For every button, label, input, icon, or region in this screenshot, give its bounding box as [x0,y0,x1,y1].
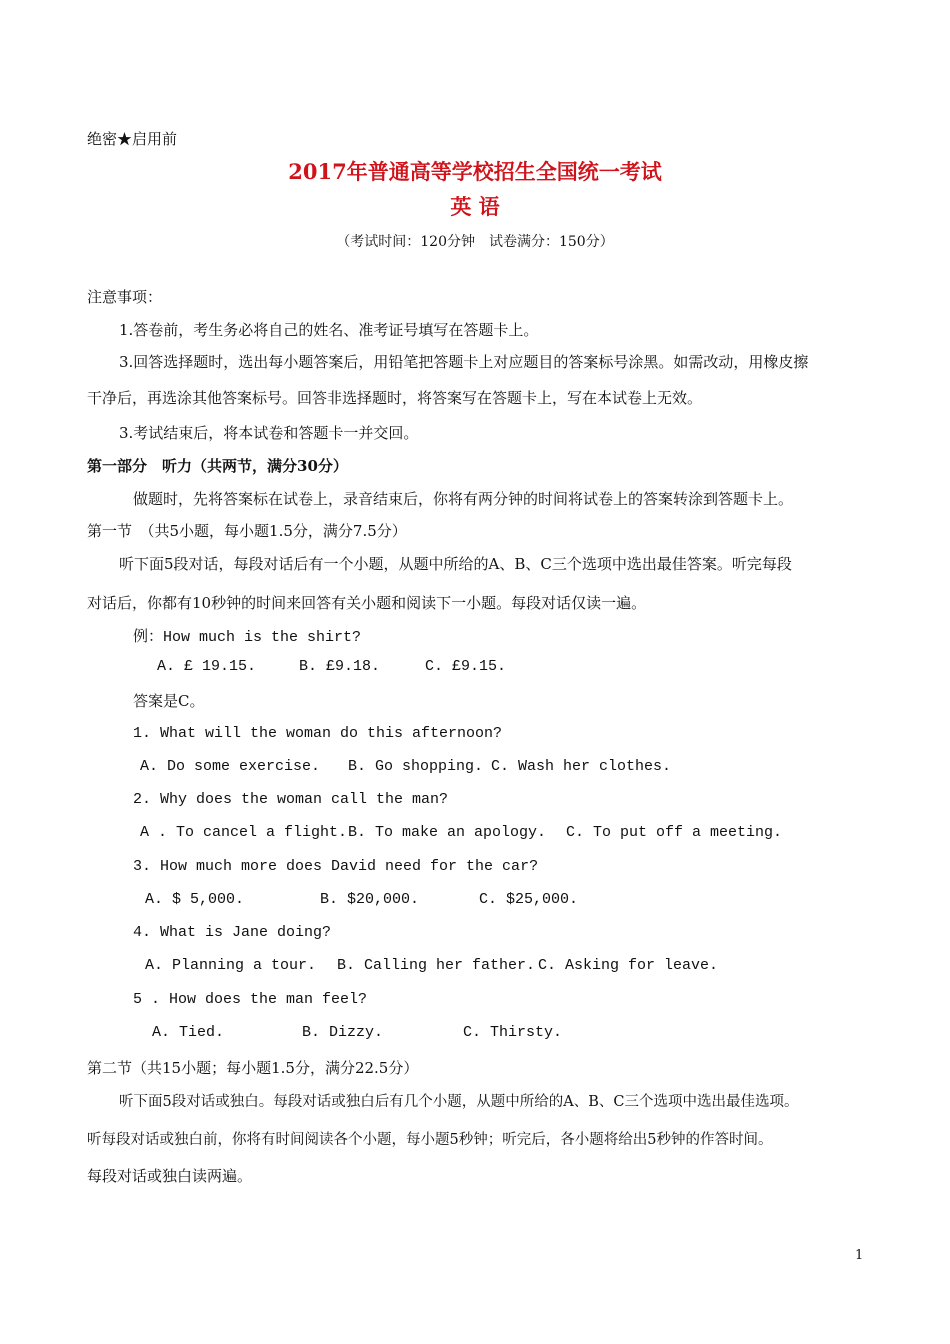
note-item-2-line-2: 干净后，再选涂其他答案标号。回答非选择题时，将答案写在答题卡上，写在本试卷上无效。 [87,389,703,407]
exam-title: 2017年普通高等学校招生全国统一考试 [288,159,662,184]
question-2-option-c: C. To put off a meeting. [566,824,783,841]
page-number: 1 [855,1248,864,1263]
question-3-option-a: A. $ 5,000. [145,891,245,908]
notes-heading: 注意事项： [87,288,163,306]
section2-instructions-line-2: 听每段对话或独白前，你将有时间阅读各个小题，每小题5秒钟；听完后，各小题将给出5秒钟的作答时间。 [87,1132,773,1148]
question-5-option-c: C. Thirsty. [463,1024,563,1041]
question-1-option-c: C. Wash her clothes. [491,758,672,775]
question-4-option-a: A. Planning a tour. [145,957,317,974]
note-item-2-line-1: 3.回答选择题时，选出每小题答案后，用铅笔把答题卡上对应题目的答案标号涂黑。如需改动，用橡皮擦 [119,353,809,371]
question-1-option-b: B. Go shopping. [348,758,484,775]
example-option-a: A. £ 19.15. [157,658,257,675]
exam-time-info: （考试时间：120分钟 试卷满分：150分） [336,234,614,250]
question-4-option-b: B. Calling her father. [337,957,536,974]
question-1-option-a: A. Do some exercise. [140,758,321,775]
subject-title: 英 语 [450,194,500,219]
question-5-option-b: B. Dizzy. [302,1024,384,1041]
question-2-option-a: A . To cancel a flight. [140,824,348,841]
question-5-option-a: A. Tied. [152,1024,225,1041]
section1-instructions-line-2: 对话后，你都有10秒钟的时间来回答有关小题和阅读下一小题。每段对话仅读一遍。 [87,594,647,612]
section2-instructions-line-1: 听下面5段对话或独白。每段对话或独白后有几个小题，从题中所给的A、B、C三个选项中选出最佳选项。 [119,1094,799,1110]
classification-label: 绝密★启用前 [87,130,178,148]
question-5: 5 . How does the man feel? [133,991,368,1008]
question-4: 4. What is Jane doing? [133,924,332,941]
question-2: 2. Why does the woman call the man? [133,791,449,808]
question-4-option-c: C. Asking for leave. [538,957,719,974]
example-question: 例：How much is the shirt? [133,629,362,646]
example-option-c: C. £9.15. [425,658,507,675]
question-1: 1. What will the woman do this afternoon? [133,725,503,742]
part1-instructions: 做题时，先将答案标在试卷上，录音结束后，你将有两分钟的时间将试卷上的答案转涂到答题卡上。 [133,490,794,508]
question-3-option-b: B. $20,000. [320,891,420,908]
note-item-3: 3.考试结束后，将本试卷和答题卡一并交回。 [119,424,419,442]
section2-heading: 第二节（共15小题；每小题1.5分，满分22.5分） [87,1059,419,1077]
question-3: 3. How much more does David need for the car? [133,858,539,875]
note-item-1: 1.答卷前，考生务必将自己的姓名、准考证号填写在答题卡上。 [119,321,539,339]
section1-instructions-line-1: 听下面5段对话，每段对话后有一个小题，从题中所给的A、B、C三个选项中选出最佳答案。听完每段 [119,555,792,573]
question-2-option-b: B. To make an apology. [348,824,547,841]
question-3-option-c: C. $25,000. [479,891,579,908]
section1-heading: 第一节 （共5小题，每小题1.5分，满分7.5分） [87,522,407,540]
example-option-b: B. £9.18. [299,658,381,675]
part1-heading: 第一部分 听力（共两节，满分30分） [87,457,348,475]
section2-instructions-line-3: 每段对话或独白读两遍。 [87,1167,253,1185]
example-answer: 答案是C。 [133,692,205,710]
